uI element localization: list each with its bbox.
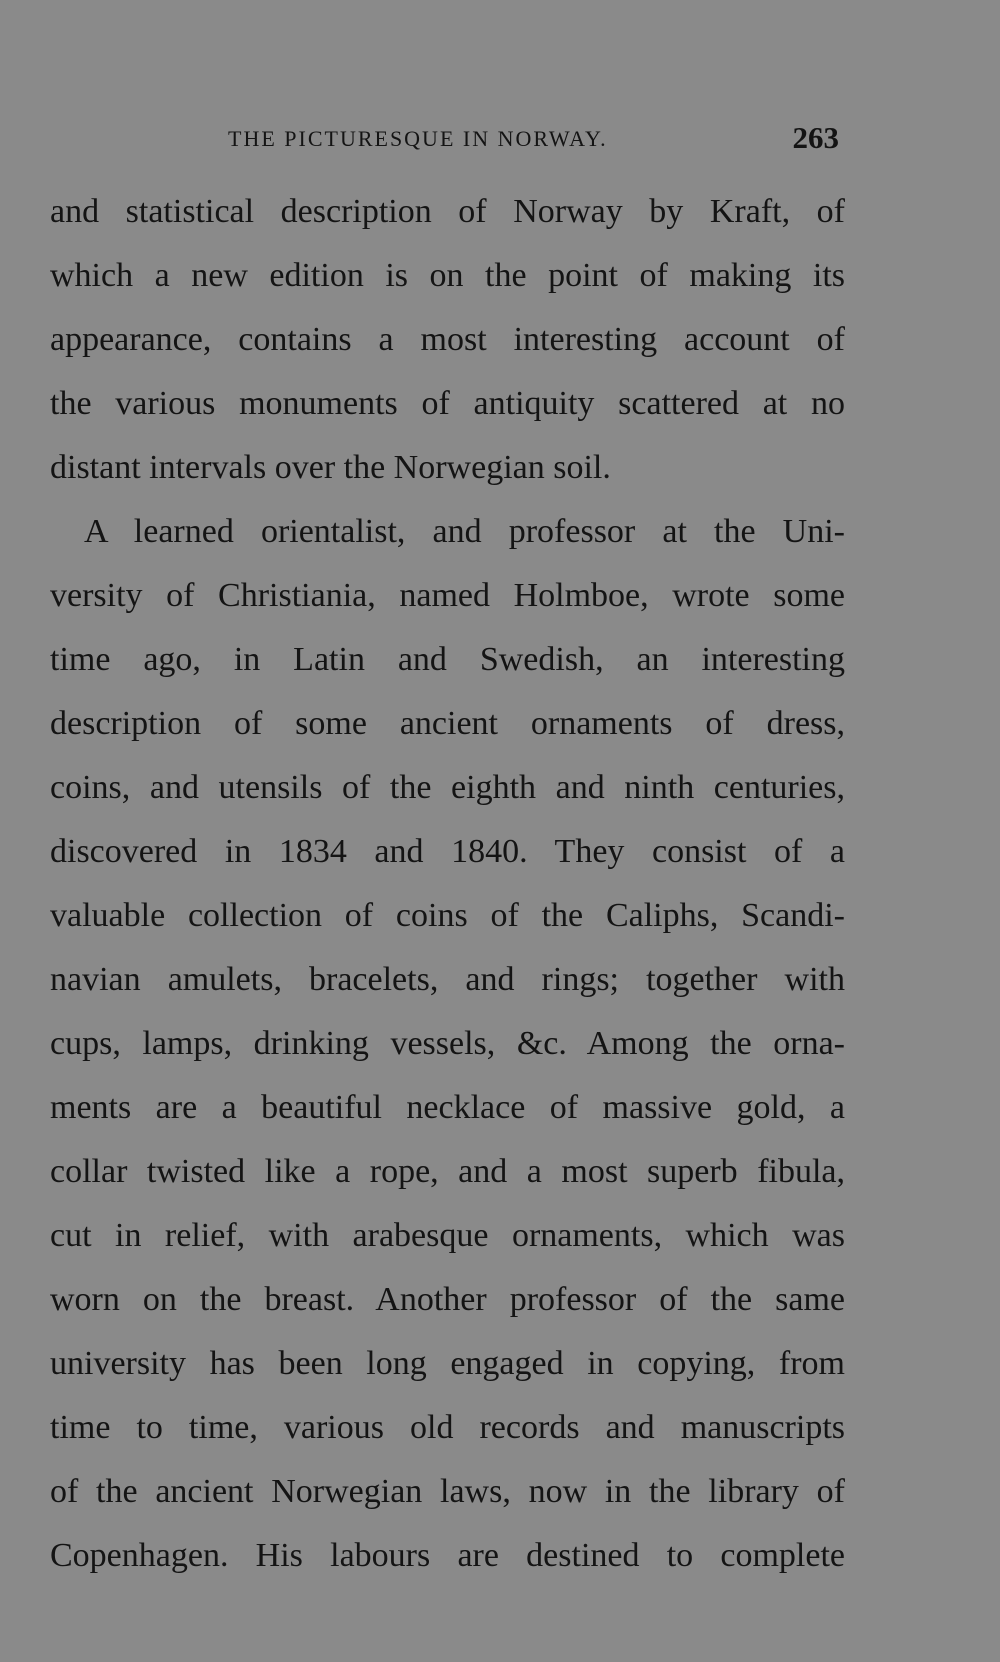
- body-text: [50, 180, 845, 1588]
- text-line: and statistical description of Norway by Kraft, of: [50, 193, 845, 230]
- text-line: of the ancient Norwegian laws, now in the library of: [50, 1473, 845, 1510]
- text-line: discovered in 1834 and 1840. They consist of a: [50, 833, 845, 870]
- text-line: Copenhagen. His labours are destined to complete: [50, 1537, 845, 1574]
- text-line: cut in relief, with arabesque ornaments, which was: [50, 1217, 845, 1254]
- text-line: time ago, in Latin and Swedish, an interesting: [50, 641, 845, 678]
- text-line: valuable collection of coins of the Caliphs, Scandi-: [50, 897, 845, 934]
- text-line: cups, lamps, drinking vessels, &c. Among the orna-: [50, 1025, 845, 1062]
- text-line: worn on the breast. Another professor of the same: [50, 1281, 845, 1318]
- text-line: time to time, various old records and manuscripts: [50, 1409, 845, 1446]
- text-line: description of some ancient ornaments of dress,: [50, 705, 845, 742]
- page-number: 263: [792, 120, 839, 155]
- text-line: the various monuments of antiquity scattered at no: [50, 385, 845, 422]
- text-line: university has been long engaged in copying, from: [50, 1345, 845, 1382]
- text-line: coins, and utensils of the eighth and ninth centuries,: [50, 769, 845, 806]
- text-line: ments are a beautiful necklace of massive gold, a: [50, 1089, 845, 1126]
- text-line: appearance, contains a most interesting account of: [50, 321, 845, 358]
- text-line: navian amulets, bracelets, and rings; together with: [50, 961, 845, 998]
- text-line: which a new edition is on the point of making its: [50, 257, 845, 294]
- text-line: collar twisted like a rope, and a most superb fibula,: [50, 1153, 845, 1190]
- text-line: distant intervals over the Norwegian soil.: [50, 449, 611, 486]
- running-title: THE PICTURESQUE IN NORWAY.: [228, 126, 608, 151]
- text-line: versity of Christiania, named Holmboe, wrote some: [50, 577, 845, 614]
- running-head: [50, 120, 845, 160]
- text-line: A learned orientalist, and professor at the Uni-: [84, 513, 845, 550]
